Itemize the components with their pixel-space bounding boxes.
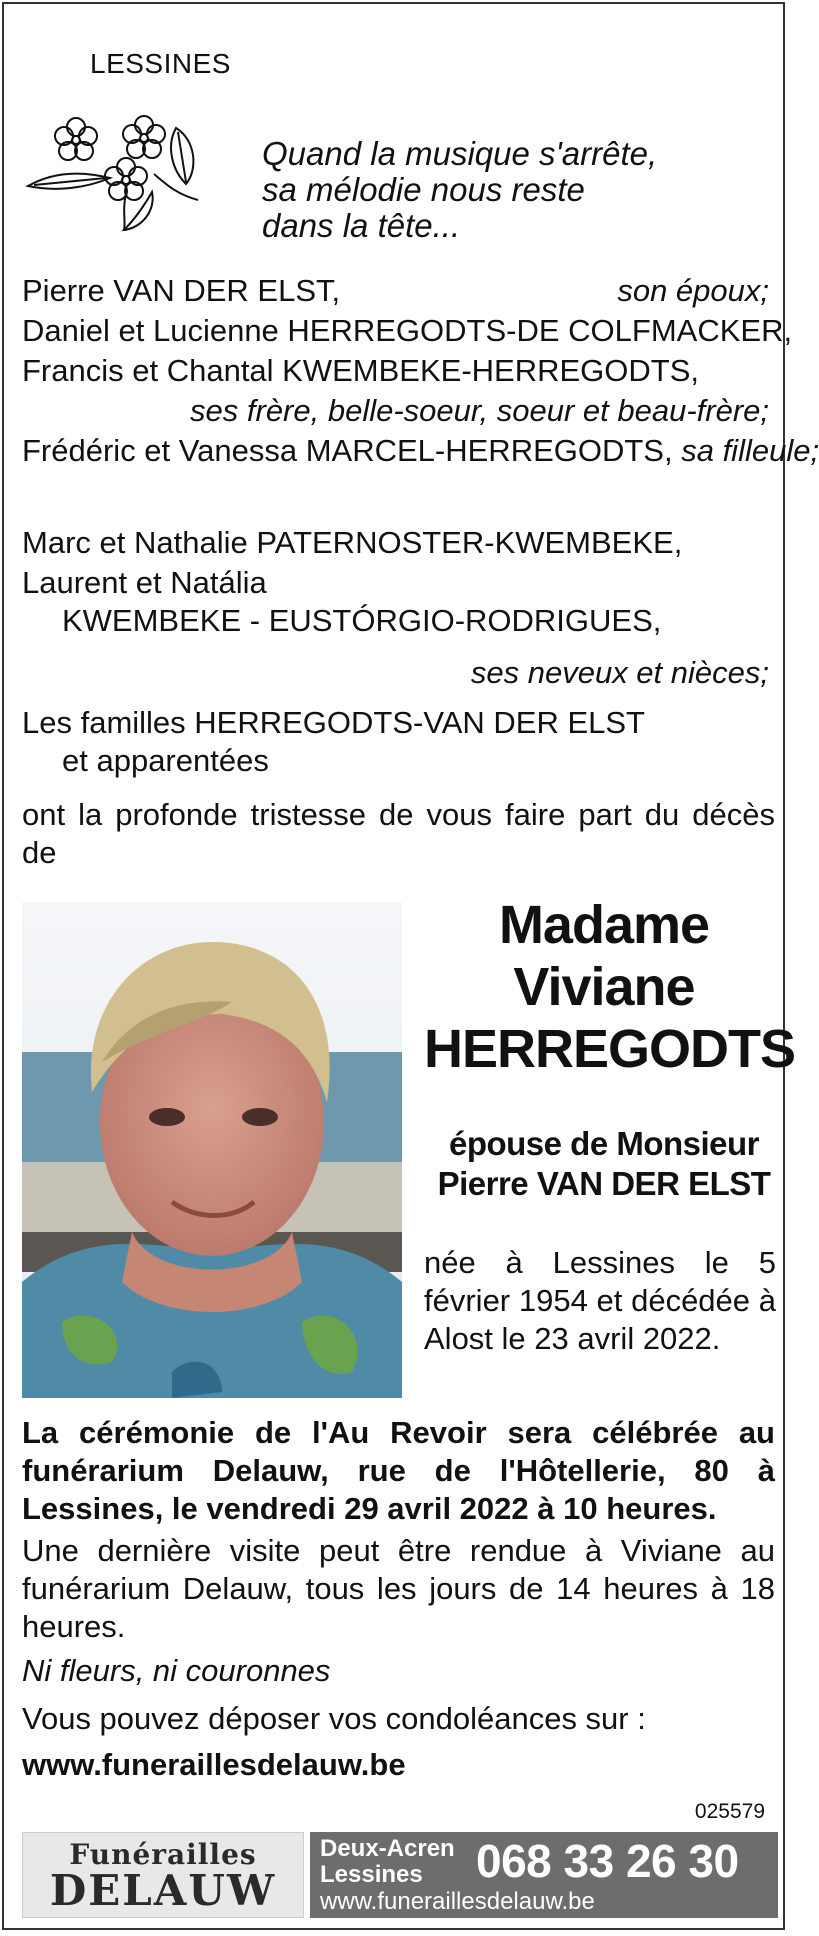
delauw-logo: [22, 1832, 304, 1918]
relation-label: sa filleule;: [681, 433, 819, 468]
logo-title: DELAUW: [49, 1866, 277, 1915]
family-names: Frédéric et Vanessa MARCEL-HERREGODTS,: [22, 433, 673, 468]
locations: [320, 1836, 455, 1888]
deceased-photo: [22, 902, 402, 1398]
spouse-line: épouse de Monsieur: [448, 1125, 760, 1162]
ceremony-info: La cérémonie de l'Au Revoir sera célébrée au funérarium Delauw, rue de l'Hôtellerie, 80 à Lessines, le vendredi 29 avril 2022 à 10 heures.: [22, 1415, 775, 1526]
family-line: Daniel et Lucienne HERREGODTS-DE COLFMACKER,: [22, 313, 793, 348]
deceased-last-name: HERREGODTS: [424, 1019, 796, 1079]
family-line: [22, 432, 819, 470]
contact-band: [310, 1832, 778, 1918]
family-line: KWEMBEKE - EUSTÓRGIO-RODRIGUES,: [62, 603, 662, 638]
announcement-text: ont la profonde tristesse de vous faire part du décès de: [22, 797, 775, 870]
portrait-image: [22, 902, 402, 1398]
quote-line: Quand la musique s'arrête,: [262, 135, 658, 172]
city-name: LESSINES: [90, 48, 231, 79]
family-line: Les familles HERREGODTS-VAN DER ELST: [22, 705, 645, 740]
birth-death-info: née à Lessines le 5 février 1954 et décédée à Alost le 23 avril 2022.: [424, 1245, 776, 1356]
location-line: Lessines: [320, 1861, 423, 1888]
family-line: Pierre VAN DER ELST,: [22, 273, 341, 308]
relation-label: ses neveux et nièces;: [470, 655, 769, 690]
reference-number: 025579: [694, 1800, 765, 1823]
phone-number[interactable]: 068 33 26 30: [476, 1835, 739, 1887]
flowers-note: Ni fleurs, ni couronnes: [22, 1653, 331, 1688]
condolences-note: Vous pouvez déposer vos condoléances sur :: [22, 1701, 646, 1736]
quote-line: dans la tête...: [262, 207, 461, 244]
visit-info: Une dernière visite peut être rendue à Viviane au funérarium Delauw, tous les jours de 14 heures à 18 heures.: [22, 1533, 775, 1644]
family-line: Francis et Chantal KWEMBEKE-HERREGODTS,: [22, 353, 699, 388]
location-line: Deux-Acren: [320, 1835, 455, 1862]
logo-subtitle: Funérailles: [69, 1838, 257, 1871]
deceased-first-name: Viviane: [513, 957, 695, 1017]
footer-website-link[interactable]: www.funeraillesdelauw.be: [320, 1888, 595, 1915]
deceased-title: Madame: [498, 895, 710, 955]
family-line: Laurent et Natália: [22, 565, 267, 600]
relation-label: son époux;: [617, 273, 769, 308]
family-line: Marc et Nathalie PATERNOSTER-KWEMBEKE,: [22, 525, 683, 560]
website-link[interactable]: www.funeraillesdelauw.be: [22, 1747, 406, 1782]
funeral-home-banner: [22, 1832, 778, 1918]
spouse-line: Pierre VAN DER ELST: [437, 1165, 771, 1202]
quote: [262, 136, 657, 244]
obituary-card: [2, 2, 819, 1930]
family-line: et apparentées: [62, 743, 269, 778]
forget-me-not-flowers-icon: [26, 110, 212, 240]
relation-label: ses frère, belle-soeur, soeur et beau-frère;: [190, 393, 769, 428]
quote-line: sa mélodie nous reste: [262, 171, 585, 208]
